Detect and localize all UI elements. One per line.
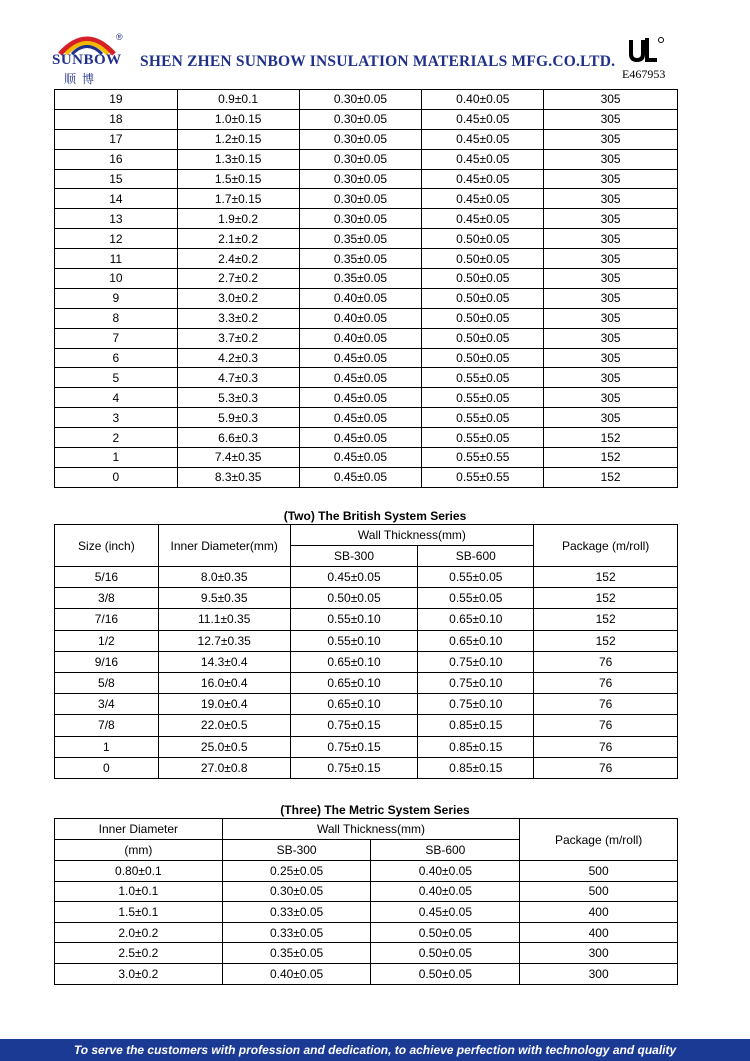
metric-series-table xyxy=(54,818,678,985)
table-cell: 0.65±0.10 xyxy=(418,609,534,630)
table-cell: 305 xyxy=(544,229,678,249)
table-row xyxy=(55,902,678,923)
package-header: Package (m/roll) xyxy=(520,819,678,861)
table-row xyxy=(55,328,678,348)
table-cell: 12.7±0.35 xyxy=(158,630,290,651)
table-row xyxy=(55,694,678,715)
table-cell: 305 xyxy=(544,129,678,149)
table-cell: 0.35±0.05 xyxy=(222,943,371,964)
table-cell: 305 xyxy=(544,209,678,229)
table-cell: 0.45±0.05 xyxy=(290,567,418,588)
table-cell: 15 xyxy=(55,169,178,189)
table-cell: 12 xyxy=(55,229,178,249)
metric-series-title: (Three) The Metric System Series xyxy=(280,803,470,817)
table-cell: 0.45±0.05 xyxy=(371,902,520,923)
table-cell: 305 xyxy=(544,149,678,169)
table-row xyxy=(55,672,678,693)
table-cell: 6 xyxy=(55,348,178,368)
table-cell: 0.40±0.05 xyxy=(299,288,422,308)
table-cell: 11 xyxy=(55,249,178,269)
table-row xyxy=(55,651,678,672)
table-cell: 500 xyxy=(520,881,678,902)
table-cell: 0.45±0.05 xyxy=(422,149,544,169)
table-cell: 0.40±0.05 xyxy=(371,881,520,902)
table-cell: 1.3±0.15 xyxy=(177,149,299,169)
table-cell: 0.30±0.05 xyxy=(299,209,422,229)
table-cell: 0.50±0.05 xyxy=(422,308,544,328)
table-cell: 5/16 xyxy=(55,567,159,588)
table-cell: 305 xyxy=(544,189,678,209)
table-cell: 7/16 xyxy=(55,609,159,630)
table-cell: 0.45±0.05 xyxy=(422,169,544,189)
table-cell: 3/8 xyxy=(55,588,159,609)
table-cell: 305 xyxy=(544,388,678,408)
table-cell: 2.7±0.2 xyxy=(177,269,299,289)
table-cell: 7/8 xyxy=(55,715,159,736)
table-cell: 0.75±0.10 xyxy=(418,694,534,715)
table-cell: 0.55±0.05 xyxy=(418,588,534,609)
table-cell: 0.35±0.05 xyxy=(299,269,422,289)
table-cell: 0.65±0.10 xyxy=(290,672,418,693)
page-header xyxy=(0,0,750,88)
table-cell: 0.45±0.05 xyxy=(422,109,544,129)
table-row xyxy=(55,308,678,328)
table-cell: 4.2±0.3 xyxy=(177,348,299,368)
table-row xyxy=(55,609,678,630)
table-cell: 500 xyxy=(520,861,678,882)
table-cell: 305 xyxy=(544,308,678,328)
size-header: Size (inch) xyxy=(55,525,159,567)
table-cell: 0.50±0.05 xyxy=(422,348,544,368)
table-cell: 305 xyxy=(544,169,678,189)
table-cell: 22.0±0.5 xyxy=(158,715,290,736)
table-cell: 27.0±0.8 xyxy=(158,757,290,778)
table-cell: 1.9±0.2 xyxy=(177,209,299,229)
table-cell: 76 xyxy=(534,736,678,757)
table-cell: 152 xyxy=(534,630,678,651)
table-cell: 25.0±0.5 xyxy=(158,736,290,757)
table-cell: 152 xyxy=(544,448,678,468)
table-cell: 0.75±0.10 xyxy=(418,672,534,693)
table-cell: 76 xyxy=(534,757,678,778)
table-cell: 0.30±0.05 xyxy=(299,149,422,169)
table-row xyxy=(55,189,678,209)
table-row xyxy=(55,249,678,269)
table-cell: 152 xyxy=(534,567,678,588)
table-cell: 0.33±0.05 xyxy=(222,922,371,943)
table-cell: 152 xyxy=(544,428,678,448)
table-cell: 11.1±0.35 xyxy=(158,609,290,630)
table-cell: 2.1±0.2 xyxy=(177,229,299,249)
inner-diameter-unit-header: (mm) xyxy=(55,840,223,861)
table-cell: 2.5±0.2 xyxy=(55,943,223,964)
awg-size-table xyxy=(54,89,678,488)
table-cell: 300 xyxy=(520,963,678,984)
table-cell: 13 xyxy=(55,209,178,229)
table-cell: 0.45±0.05 xyxy=(422,129,544,149)
table-cell: 0.85±0.15 xyxy=(418,736,534,757)
table-cell: 0.55±0.55 xyxy=(422,448,544,468)
table-cell: 1.5±0.15 xyxy=(177,169,299,189)
inner-diameter-header: Inner Diameter xyxy=(55,819,223,840)
table-cell: 152 xyxy=(544,467,678,487)
table-cell: 0.9±0.1 xyxy=(177,90,299,110)
table-cell: 305 xyxy=(544,368,678,388)
table-cell: 1.5±0.1 xyxy=(55,902,223,923)
table-cell: 0.40±0.05 xyxy=(299,308,422,328)
table-cell: 305 xyxy=(544,90,678,110)
table-cell: 0.35±0.05 xyxy=(299,229,422,249)
table-row xyxy=(55,408,678,428)
table-cell: 0.55±0.55 xyxy=(422,467,544,487)
table-row xyxy=(55,715,678,736)
table-cell: 4.7±0.3 xyxy=(177,368,299,388)
ul-file-number: E467953 xyxy=(622,67,666,81)
table-cell: 305 xyxy=(544,249,678,269)
table-cell: 0.50±0.05 xyxy=(422,328,544,348)
table-cell: 0.30±0.05 xyxy=(299,169,422,189)
table-cell: 0.50±0.05 xyxy=(371,963,520,984)
table-cell: 0.50±0.05 xyxy=(290,588,418,609)
table-cell: 1.0±0.1 xyxy=(55,881,223,902)
table-cell: 0.35±0.05 xyxy=(299,249,422,269)
table-cell: 0.30±0.05 xyxy=(299,109,422,129)
table-cell: 0.25±0.05 xyxy=(222,861,371,882)
table-cell: 1.7±0.15 xyxy=(177,189,299,209)
table-row xyxy=(55,90,678,110)
table-cell: 0.30±0.05 xyxy=(222,881,371,902)
table-cell: 0.55±0.10 xyxy=(290,630,418,651)
package-header: Package (m/roll) xyxy=(534,525,678,567)
inner-diameter-header: Inner Diameter(mm) xyxy=(158,525,290,567)
table-cell: 76 xyxy=(534,672,678,693)
table-cell: 0.30±0.05 xyxy=(299,189,422,209)
table-row xyxy=(55,467,678,487)
table-cell: 3 xyxy=(55,408,178,428)
table-cell: 0.50±0.05 xyxy=(422,249,544,269)
table-cell: 0.50±0.05 xyxy=(371,922,520,943)
table-cell: 300 xyxy=(520,943,678,964)
table-cell: 305 xyxy=(544,109,678,129)
table-cell: 3.3±0.2 xyxy=(177,308,299,328)
table-row xyxy=(55,169,678,189)
table-cell: 0.55±0.05 xyxy=(418,567,534,588)
table-cell: 4 xyxy=(55,388,178,408)
table-cell: 1/2 xyxy=(55,630,159,651)
table-cell: 400 xyxy=(520,922,678,943)
table-cell: 305 xyxy=(544,269,678,289)
table-cell: 1.2±0.15 xyxy=(177,129,299,149)
table-cell: 9 xyxy=(55,288,178,308)
table-row xyxy=(55,757,678,778)
table-cell: 1 xyxy=(55,448,178,468)
table-cell: 305 xyxy=(544,328,678,348)
table-row xyxy=(55,129,678,149)
wall-thickness-header: Wall Thickness(mm) xyxy=(290,525,534,546)
table-cell: 0.65±0.10 xyxy=(418,630,534,651)
table-cell: 305 xyxy=(544,288,678,308)
table-cell: 3/4 xyxy=(55,694,159,715)
table-cell: 76 xyxy=(534,651,678,672)
table-cell: 0.45±0.05 xyxy=(299,348,422,368)
table-cell: 0.75±0.10 xyxy=(418,651,534,672)
table-cell: 9.5±0.35 xyxy=(158,588,290,609)
table-cell: 0.45±0.05 xyxy=(422,189,544,209)
wall-thickness-header: Wall Thickness(mm) xyxy=(222,819,520,840)
table-row xyxy=(55,963,678,984)
table-cell: 0.85±0.15 xyxy=(418,715,534,736)
table-cell: 18 xyxy=(55,109,178,129)
sb300-header: SB-300 xyxy=(222,840,371,861)
table-cell: 0.45±0.05 xyxy=(422,209,544,229)
table-cell: 0.40±0.05 xyxy=(299,328,422,348)
table-cell: 3.7±0.2 xyxy=(177,328,299,348)
table-cell: 0.30±0.05 xyxy=(299,90,422,110)
table-cell: 0.45±0.05 xyxy=(299,448,422,468)
table-row xyxy=(55,109,678,129)
table-cell: 0.45±0.05 xyxy=(299,428,422,448)
sb600-header: SB-600 xyxy=(418,546,534,567)
table-cell: 0.85±0.15 xyxy=(418,757,534,778)
table-row xyxy=(55,229,678,249)
table-row xyxy=(55,588,678,609)
sb600-header: SB-600 xyxy=(371,840,520,861)
table-cell: 5.3±0.3 xyxy=(177,388,299,408)
table-cell: 0.40±0.05 xyxy=(222,963,371,984)
table-cell: 0.75±0.15 xyxy=(290,736,418,757)
table-cell: 8.3±0.35 xyxy=(177,467,299,487)
company-logo xyxy=(52,30,124,86)
table-row xyxy=(55,269,678,289)
table-cell: 0.55±0.10 xyxy=(290,609,418,630)
table-row xyxy=(55,428,678,448)
table-row xyxy=(55,288,678,308)
table-row xyxy=(55,149,678,169)
table-cell: 0.55±0.05 xyxy=(422,388,544,408)
table-cell: 0.33±0.05 xyxy=(222,902,371,923)
table-cell: 0.45±0.05 xyxy=(299,467,422,487)
table-row xyxy=(55,368,678,388)
table-cell: 0.45±0.05 xyxy=(299,368,422,388)
table-cell: 8 xyxy=(55,308,178,328)
table-cell: 7 xyxy=(55,328,178,348)
table-cell: 2 xyxy=(55,428,178,448)
table-cell: 5 xyxy=(55,368,178,388)
table-cell: 0.65±0.10 xyxy=(290,651,418,672)
table-row xyxy=(55,736,678,757)
table-cell: 0.55±0.05 xyxy=(422,408,544,428)
logo-text: SUNBOW xyxy=(52,52,122,68)
table-cell: 1 xyxy=(55,736,159,757)
table-cell: 19.0±0.4 xyxy=(158,694,290,715)
table-cell: 0.40±0.05 xyxy=(371,861,520,882)
table-cell: 5.9±0.3 xyxy=(177,408,299,428)
footer-slogan: To serve the customers with profession and dedication, to achieve perfection with technology and quality xyxy=(0,1039,750,1061)
table-cell: 76 xyxy=(534,694,678,715)
table-cell: 6.6±0.3 xyxy=(177,428,299,448)
table-cell: 152 xyxy=(534,609,678,630)
table-cell: 3.0±0.2 xyxy=(177,288,299,308)
table-cell: 0.45±0.05 xyxy=(299,408,422,428)
table-cell: 0.50±0.05 xyxy=(422,269,544,289)
logo-chinese-text: 顺博 xyxy=(64,72,101,86)
table-cell: 0.65±0.10 xyxy=(290,694,418,715)
table-cell: 14.3±0.4 xyxy=(158,651,290,672)
table-cell: 5/8 xyxy=(55,672,159,693)
table-cell: 0.50±0.05 xyxy=(422,229,544,249)
table-cell: 0.50±0.05 xyxy=(371,943,520,964)
company-name: SHEN ZHEN SUNBOW INSULATION MATERIALS MFG.CO.LTD. xyxy=(140,53,616,70)
table-cell: 0.55±0.05 xyxy=(422,368,544,388)
table-row xyxy=(55,388,678,408)
table-cell: 0 xyxy=(55,467,178,487)
table-cell: 14 xyxy=(55,189,178,209)
table-cell: 2.4±0.2 xyxy=(177,249,299,269)
table-cell: 0.45±0.05 xyxy=(299,388,422,408)
table-cell: 8.0±0.35 xyxy=(158,567,290,588)
registered-mark: ® xyxy=(116,32,123,42)
table-row xyxy=(55,943,678,964)
table-cell: 2.0±0.2 xyxy=(55,922,223,943)
table-cell: 3.0±0.2 xyxy=(55,963,223,984)
table-row xyxy=(55,630,678,651)
table-cell: 0.80±0.1 xyxy=(55,861,223,882)
table-cell: 19 xyxy=(55,90,178,110)
ul-certification-icon xyxy=(625,36,665,66)
table-row xyxy=(55,209,678,229)
table-cell: 0.40±0.05 xyxy=(422,90,544,110)
table-cell: 0 xyxy=(55,757,159,778)
table-row xyxy=(55,861,678,882)
table-row xyxy=(55,922,678,943)
british-series-title: (Two) The British System Series xyxy=(283,509,467,523)
table-cell: 0.30±0.05 xyxy=(299,129,422,149)
table-cell: 152 xyxy=(534,588,678,609)
table-cell: 10 xyxy=(55,269,178,289)
table-cell: 17 xyxy=(55,129,178,149)
table-cell: 400 xyxy=(520,902,678,923)
table-row xyxy=(55,348,678,368)
sb300-header: SB-300 xyxy=(290,546,418,567)
british-series-table xyxy=(54,524,678,779)
table-cell: 0.75±0.15 xyxy=(290,757,418,778)
table-cell: 305 xyxy=(544,408,678,428)
table-row xyxy=(55,448,678,468)
table-row xyxy=(55,881,678,902)
table-cell: 16.0±0.4 xyxy=(158,672,290,693)
table-row xyxy=(55,567,678,588)
table-cell: 7.4±0.35 xyxy=(177,448,299,468)
table-cell: 16 xyxy=(55,149,178,169)
table-cell: 9/16 xyxy=(55,651,159,672)
table-cell: 305 xyxy=(544,348,678,368)
table-cell: 76 xyxy=(534,715,678,736)
table-cell: 1.0±0.15 xyxy=(177,109,299,129)
table-cell: 0.50±0.05 xyxy=(422,288,544,308)
table-cell: 0.55±0.05 xyxy=(422,428,544,448)
table-cell: 0.75±0.15 xyxy=(290,715,418,736)
